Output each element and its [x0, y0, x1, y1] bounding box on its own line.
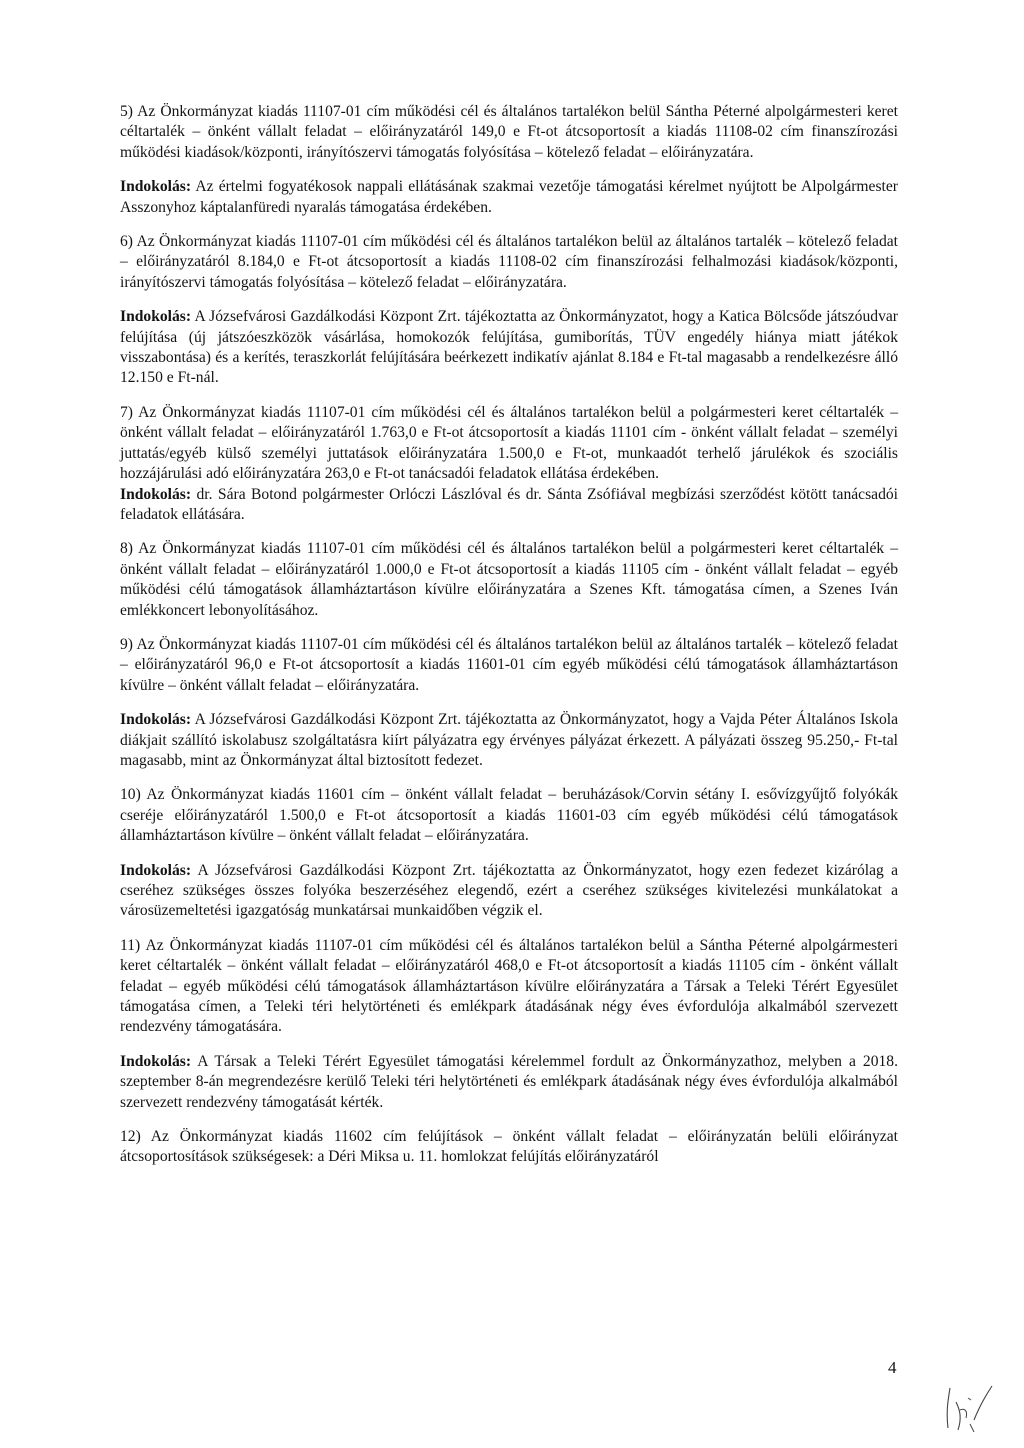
- justification-paragraph: [120, 1052, 898, 1113]
- document-body: [120, 102, 898, 1182]
- paragraph-text: 9) Az Önkormányzat kiadás 11107-01 cím működési cél és általános tartalékon belül az általános tartalék – kötelező feladat – előirányzatáról 96,0 e Ft-ot átcsoportosít a kiadás 11601-01 cím egyéb működési célú támogatások államháztartáson kívülre – önként vállalt feladat – előirányzatára.: [120, 635, 898, 694]
- paragraph-text: A Józsefvárosi Gazdálkodási Központ Zrt. tájékoztatta az Önkormányzatot, hogy a Vajda Péter Általános Iskola diákjait szállító iskolabusz szolgáltatásra kiírt pályázatra egy érvényes pályázat érkezett. A pályázati összeg 95.250,- Ft-tal magasabb, mint az Önkormányzat által biztosított fedezet.: [120, 711, 898, 769]
- justification-label: Indokolás:: [120, 178, 192, 196]
- handwritten-initials-icon: [938, 1380, 998, 1435]
- justification-paragraph: [120, 177, 898, 218]
- paragraph-text: A Társak a Teleki Térért Egyesület támogatási kérelemmel fordult az Önkormányzathoz, melyben a 2018. szeptember 8-án megrendezésre kerülő Teleki téri helytörténeti és emlékpark átadásának négy éves évfordulója alkalmából szervezett rendezvény támogatását kérték.: [120, 1052, 898, 1111]
- paragraph-text: 8) Az Önkormányzat kiadás 11107-01 cím működési cél és általános tartalékon belül a polgármesteri keret céltartalék – önként vállalt feladat – előirányzatáról 1.000,0 e Ft-ot átcsoportosít a kiadás 11105 cím - önként vállalt feladat – egyéb működési célú támogatások államháztartáson kívülre előirányzatára a Szenes Kft. támogatása címen, a Szenes Iván emlékkoncert lebonyolításához.: [120, 540, 898, 619]
- paragraph-text: 11) Az Önkormányzat kiadás 11107-01 cím működési cél és általános tartalékon belül a Sántha Péterné alpolgármesteri keret céltartalék – önként vállalt feladat – előirányzatáról 468,0 e Ft-ot átcsoportosít a kiadás 11105 cím - önként vállalt feladat – egyéb működési célú támogatások államháztartáson kívülre előirányzatára a Társak a Teleki Térért Egyesület támogatása címen, a Teleki téri helytörténeti és emlékpark átadásának négy éves évfordulója alkalmából szervezett rendezvény támogatására.: [120, 936, 898, 1036]
- justification-paragraph: [120, 710, 898, 771]
- item-paragraph: [120, 232, 898, 293]
- justification-paragraph: [120, 861, 898, 922]
- item-paragraph: [120, 102, 898, 163]
- page-number: 4: [888, 1358, 897, 1377]
- item-paragraph: [120, 785, 898, 846]
- paragraph-text: dr. Sára Botond polgármester Orlóczi Lászlóval és dr. Sánta Zsófiával megbízási szerződést kötött tanácsadói feladatok ellátására.: [120, 485, 898, 523]
- justification-label: Indokolás:: [120, 711, 192, 729]
- paragraph-text: 5) Az Önkormányzat kiadás 11107-01 cím működési cél és általános tartalékon belül Sántha Péterné alpolgármesteri keret céltartalék – önként vállalt feladat – előirányzatáról 149,0 e Ft-ot átcsoportosít a kiadás 11108-02 cím finanszírozási működési kiadások/központi, irányítószervi támogatás folyósítása – kötelező feladat – előirányzatára.: [120, 103, 898, 161]
- paragraph-text: A Józsefvárosi Gazdálkodási Központ Zrt. tájékoztatta az Önkormányzatot, hogy ezen fedezet kizárólag a cseréhez szükséges összes folyóka beszerzéséhez elegendő, ezért a cseréhez szükséges kivitelezési munkálatokat a városüzemeltetési igazgatóság munkatársai munkaidőben végzik el.: [120, 861, 898, 920]
- justification-label: Indokolás:: [120, 1052, 192, 1070]
- justification-paragraph: [120, 485, 898, 526]
- paragraph-text: 10) Az Önkormányzat kiadás 11601 cím – önként vállalt feladat – beruházások/Corvin sétány I. esővízgyűjtő folyókák cseréje előirányzatáról 1.500,0 e Ft-ot átcsoportosít a kiadás 11601-03 cím egyéb működési célú támogatások államháztartáson kívülre – önként vállalt feladat – előirányzatára.: [120, 786, 898, 845]
- item-paragraph: [120, 403, 898, 485]
- paragraph-text: 7) Az Önkormányzat kiadás 11107-01 cím működési cél és általános tartalékon belül a polgármesteri keret céltartalék – önként vállalt feladat – előirányzatáról 1.763,0 e Ft-ot átcsoportosít a kiadás 11101 cím - önként vállalt feladat – személyi juttatás/egyéb külső személyi juttatások előirányzatára 1.500,0 e Ft-ot, munkaadót terhelő járulékok és szociális hozzájárulási adó előirányzatára 263,0 e Ft-ot tanácsadói feladatok ellátása érdekében.: [120, 403, 898, 483]
- justification-label: Indokolás:: [120, 861, 192, 879]
- justification-paragraph: [120, 307, 898, 389]
- paragraph-text: Az értelmi fogyatékosok nappali ellátásának szakmai vezetője támogatási kérelmet nyújtott be Alpolgármester Asszonyhoz káptalanfüredi nyaralás támogatása érdekében.: [120, 178, 898, 216]
- justification-label: Indokolás:: [120, 308, 192, 326]
- item-paragraph: [120, 635, 898, 696]
- paragraph-text: A Józsefvárosi Gazdálkodási Központ Zrt. tájékoztatta az Önkormányzatot, hogy a Katica Bölcsőde játszóudvar felújítása (új játszóeszközök vásárlása, homokozók felújítása, gumiborítás, TÜV engedély hiánya miatt játékok visszabontása) és a kerítés, teraszkorlát felújítására beérkezett indikatív ajánlat 8.184 e Ft-tal magasabb a rendelkezésre álló 12.150 e Ft-nál.: [120, 308, 898, 387]
- item-paragraph: [120, 936, 898, 1038]
- justification-label: Indokolás:: [120, 485, 192, 503]
- item-paragraph: [120, 1127, 898, 1168]
- paragraph-text: 6) Az Önkormányzat kiadás 11107-01 cím működési cél és általános tartalékon belül az általános tartalék – kötelező feladat – előirányzatáról 8.184,0 e Ft-ot átcsoportosít a kiadás 11108-02 cím finanszírozási felhalmozási kiadások/központi, irányítószervi támogatás folyósítása – kötelező feladat – előirányzatára.: [120, 233, 898, 291]
- paragraph-text: 12) Az Önkormányzat kiadás 11602 cím felújítások – önként vállalt feladat – előirányzatán belüli előirányzat átcsoportosítások szükségesek: a Déri Miksa u. 11. homlokzat felújítás előirányzatáról: [120, 1128, 898, 1166]
- item-paragraph: [120, 539, 898, 621]
